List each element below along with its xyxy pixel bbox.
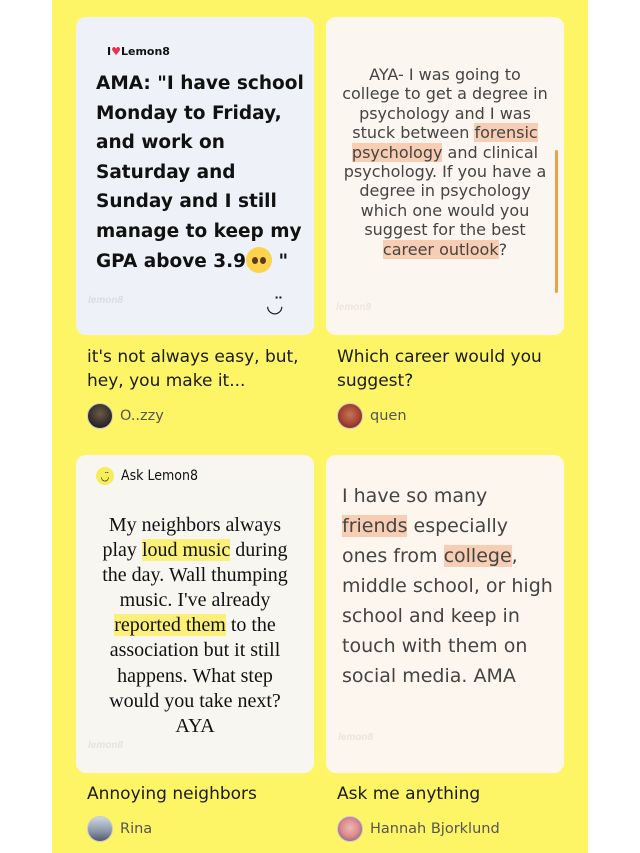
pleading-face-emoji-icon [246, 247, 272, 273]
post-caption[interactable]: Ask me anything [337, 784, 481, 804]
watermark: lemon8 [88, 740, 124, 751]
author-name: quen [370, 408, 407, 424]
post-card-image-2[interactable] [326, 17, 564, 335]
ask-lemon8-header: ◡̈ Ask Lemon8 [96, 467, 198, 485]
watermark: lemon8 [336, 302, 372, 313]
post-author[interactable] [87, 816, 152, 842]
feed-grid [52, 0, 588, 853]
post-author[interactable] [337, 403, 407, 429]
avatar[interactable] [337, 816, 363, 842]
post-image-text: I have so many friends especially ones from college, middle school, or high school and keep in touch with them on social media. AMA [342, 485, 553, 687]
avatar[interactable] [87, 816, 113, 842]
post-caption[interactable]: it's not always easy, but, hey, you make it... [87, 347, 299, 391]
image-scrollbar [555, 150, 558, 293]
smile-doodle-icon: ◡̈ [266, 293, 284, 317]
heart-icon: ♥ [111, 45, 121, 58]
author-name: Rina [120, 821, 153, 837]
lemon8-logo: I♥Lemon8 [107, 45, 170, 58]
post-card-image-4[interactable] [326, 455, 564, 773]
watermark: lemon8 [88, 295, 124, 306]
post-author[interactable] [337, 816, 500, 842]
post-card-image-1[interactable] [76, 17, 314, 335]
post-author[interactable] [87, 403, 164, 429]
watermark: lemon8 [338, 732, 374, 743]
post-image-text: AMA: "I have school Monday to Friday, and work on Saturday and Sunday and I still manage to keep my GPA above 3.9 " [96, 73, 304, 272]
post-image-text: My neighbors always play loud music during the day. Wall thumping music. I've already reported them to the association but it still happens. What step would you take next? AYA [102, 514, 288, 737]
avatar[interactable] [337, 403, 363, 429]
post-caption[interactable]: Which career would you suggest? [337, 347, 542, 391]
author-name: Hannah Bjorklund [370, 821, 500, 837]
author-name: O..zzy [120, 408, 164, 424]
avatar[interactable] [87, 403, 113, 429]
smiley-icon: ◡̈ [96, 467, 114, 485]
post-caption[interactable]: Annoying neighbors [87, 784, 257, 804]
post-card-image-3[interactable] [76, 455, 314, 773]
post-image-text: AYA- I was going to college to get a degree in psychology and I was stuck between forensic psychology and clinical psychology. If you have a degree in psychology which one would you suggest for the best career outlook? [342, 65, 548, 259]
